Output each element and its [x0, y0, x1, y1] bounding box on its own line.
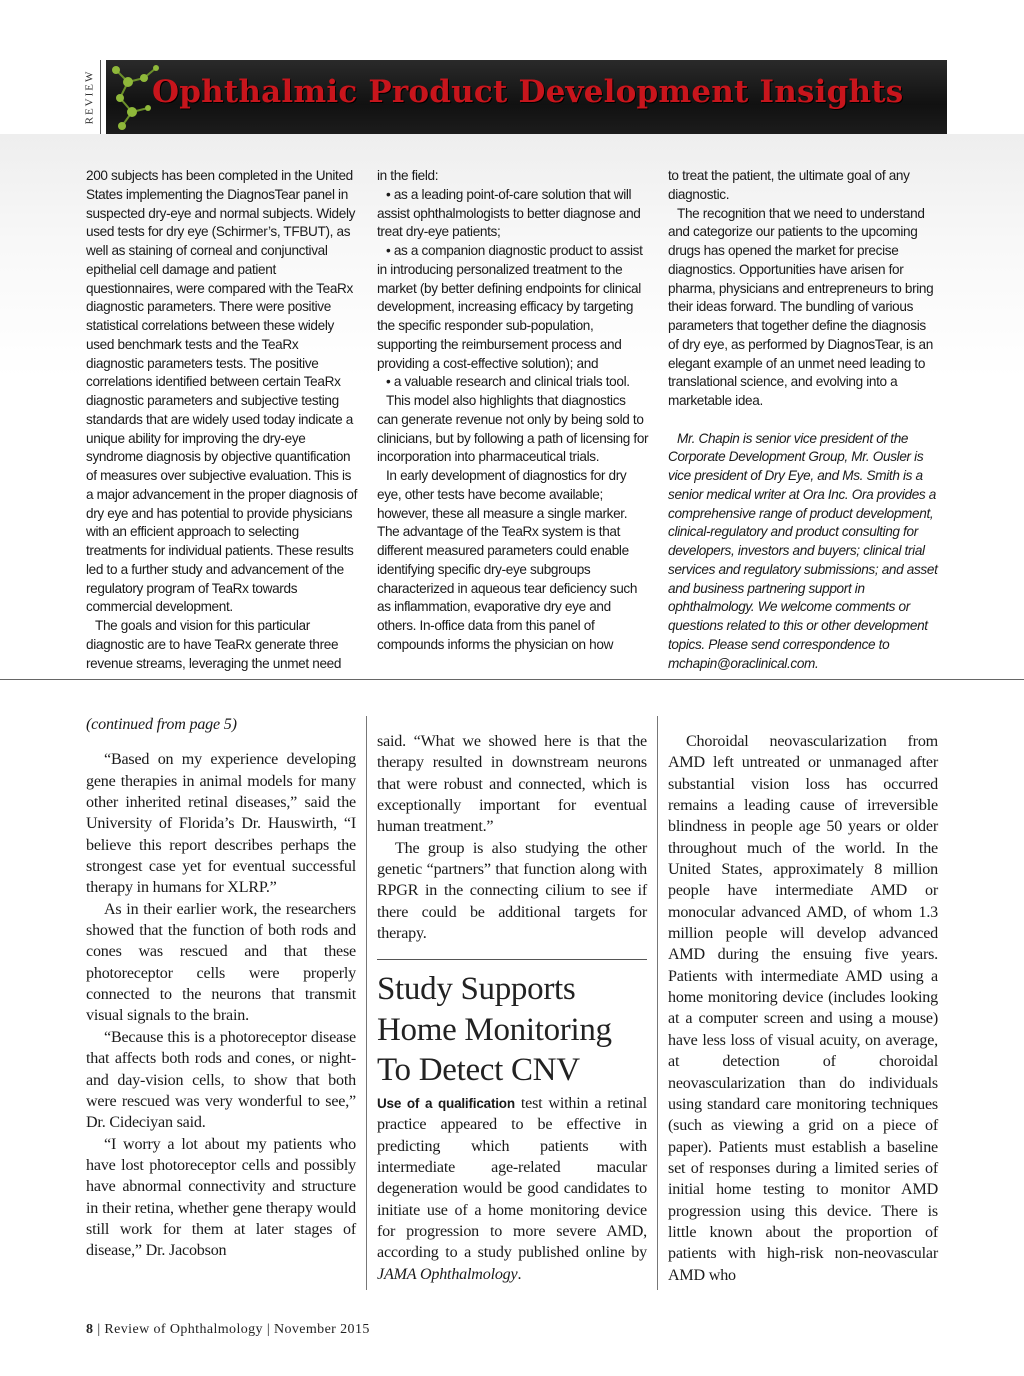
header-banner	[106, 60, 947, 134]
paragraph: In early development of diagnostics for dry eye, other tests have become available; however, these all measure a single marker. The advantage of the TeaRx system is that different measured parameters could enable identifying specific dry-eye subgroups characterized in aqueous tear deficiency such as inflammation, evaporative dry eye and others. In-office data from this panel of compounds informs the physician on how	[377, 468, 638, 652]
paragraph: The recognition that we need to understand and categorize our patients to the upcoming drugs has opened the market for precise diagnostics. Opportunities have arisen for pharma, physicians and entrepreneurs to bring their ideas forward. The bundling of various parameters that together define the diagnosis of dry eye, as performed by DiagnosTear, is an elegant example of an unmet need leading to translational science, and evolving into a marketable idea.	[668, 205, 934, 408]
banner-title: Ophthalmic Product Development Insights	[152, 74, 904, 110]
upper-column-1	[86, 167, 358, 673]
column-rule	[657, 716, 658, 1290]
lower-column-2	[377, 731, 647, 944]
body-text-end: .	[517, 1265, 522, 1283]
paragraph: Choroidal neovascularization from AMD left untreated or unmanaged after substantial vision loss has occurred remains a leading cause of irreversible blindness in people age 50 years or older throughout much of the world. In the United States, approximately 8 million people have intermediate AMD or monocular advanced AMD, of whom 1.3 million people will develop advanced AMD during the ensuing five years. Patients with intermediate AMD using a home monitoring device (includes looking at a computer screen and using a mouse) have less loss of visual acuity, on average, at detection of choroidal neovascularization than do individuals using standard care monitoring techniques (such as viewing a grid on a piece of paper). Patients must establish a baseline set of responses during a limited series of initial home testing to monitor AMD progression using this device. There is little known about the proportion of patients with high-risk non-neovascular AMD who	[668, 733, 938, 1284]
author-bio: Mr. Chapin is senior vice president of the Corporate Development Group, Mr. Ousler is vice president of Dry Eye, and Ms. Smith is a senior medical writer at Ora Inc. Ora provides a comprehensive range of product development, clinical-regulatory and product consulting for developers, investors and buyers; clinical trial services and regulatory submissions; and asset and business partnering support in ophthalmology. We welcome comments or questions related to this or other development topics. Please send correspondence to mchapin@oraclinical.com.	[668, 430, 938, 671]
paragraph: in the field:	[377, 168, 439, 183]
paragraph: “Based on my experience developing gene therapies in animal models for many other inherited retinal diseases,” said the University of Florida’s Dr. Hauswirth, “I believe this report describes perhaps the strongest case yet for eventual successful therapy in humans for XLRP.”	[86, 751, 356, 897]
paragraph: “I worry a lot about my patients who have lost photoreceptor cells and possibly have abnormal connectivity and structure in their retina, whether gene therapy would still work for them at later stages of disease,” Dr. Jacobson	[86, 1135, 356, 1260]
section-tag	[78, 60, 101, 134]
lower-column-3	[668, 731, 938, 1286]
page-number: 8	[86, 1322, 94, 1337]
section-divider	[0, 679, 1024, 680]
paragraph: to treat the patient, the ultimate goal of any diagnostic.	[668, 168, 910, 202]
section-tag-label: REVIEW	[83, 69, 96, 125]
upper-column-3	[668, 167, 938, 673]
paragraph	[377, 1093, 647, 1285]
paragraph: 200 subjects has been completed in the United States implementing the DiagnosTear panel in suspected dry-eye and normal subjects. Widely used tests for dry eye (Schirmer’s, TFBUT), as well as staining of corneal and conjunctival epithelial cell damage and patient questionnaires, were compared with the TeaRx diagnostic parameters. There were positive statistical correlations between these widely used benchmark tests and the TeaRx diagnostic parameters tests. The positive correlations identified between certain TeaRx diagnostic parameters and subjective testing standards that are widely used today indicate a unique ability for improving the dry-eye syndrome diagnosis by objective quantification of measures over subjective evaluation. This is a major advancement in the proper diagnosis of dry eye and has potential to provide physicians with an efficient approach to selecting treatments for individual patients. These results led to a further study and advancement of the regulatory program of TeaRx towards commercial development.	[86, 168, 358, 615]
footer-separator: |	[97, 1322, 101, 1337]
bullet-item: • a valuable research and clinical trials tool.	[386, 374, 630, 390]
paragraph: As in their earlier work, the researchers showed that the function of both rods and cones was rescued and that these photoreceptor cells were properly connected to the neurons that transmit visual signals to the brain.	[86, 900, 356, 1025]
bullet-item: • as a leading point-of-care solution that will assist ophthalmologists to better diagnose and treat dry-eye patients;	[377, 186, 641, 240]
article-body	[377, 1093, 647, 1285]
footer-separator: |	[266, 1322, 271, 1337]
paragraph: This model also highlights that diagnostics can generate revenue not only by being sold to clinicians, but by following a path of licensing for incorporation into pharmaceutical trials.	[377, 393, 649, 465]
paragraph: said. “What we showed here is that the therapy resulted in downstream neurons that were robust and connected, which is exceptionally important for eventual human treatment.”	[377, 733, 647, 836]
bullet-item: • as a companion diagnostic product to assist in introducing personalized treatment to the market (by better defining endpoints for clinical development, increasing efficacy by targeting the specific responder sub-population, supporting the reimbursement process and providing a cost-effective solution); and	[377, 243, 643, 371]
headline-rule	[377, 959, 647, 960]
page-footer	[86, 1322, 370, 1338]
lower-column-1	[86, 714, 356, 1262]
issue-date: November 2015	[273, 1322, 370, 1337]
lead-in: Use of a qualification	[377, 1096, 515, 1111]
article-headline: Study Supports Home Monitoring To Detect CNV	[377, 971, 612, 1088]
publication-name: Review of Ophthalmology	[104, 1322, 263, 1337]
continued-note: (continued from page 5)	[86, 716, 237, 733]
column-rule	[366, 716, 367, 1290]
body-text: test within a retinal practice appeared to be effective in predicting which patients with intermediate age-related macular degeneration would be good candidates to initiate use of a home monitoring device for progression to more severe AMD, according to a study published online by	[377, 1095, 647, 1262]
paragraph: “Because this is a photoreceptor disease that affects both rods and cones, or night- and day-vision cells, to show that both were rescued was very wonderful to see,” Dr. Cideciyan said.	[86, 1028, 356, 1132]
journal-name: JAMA Ophthalmology	[377, 1265, 518, 1283]
paragraph: The group is also studying the other genetic “partners” that function along with RPGR in the connecting cilium to see if there could be additional targets for therapy.	[377, 839, 647, 943]
upper-column-2	[377, 167, 649, 655]
paragraph: The goals and vision for this particular diagnostic are to have TeaRx generate three revenue streams, leveraging the unmet need	[86, 618, 342, 671]
